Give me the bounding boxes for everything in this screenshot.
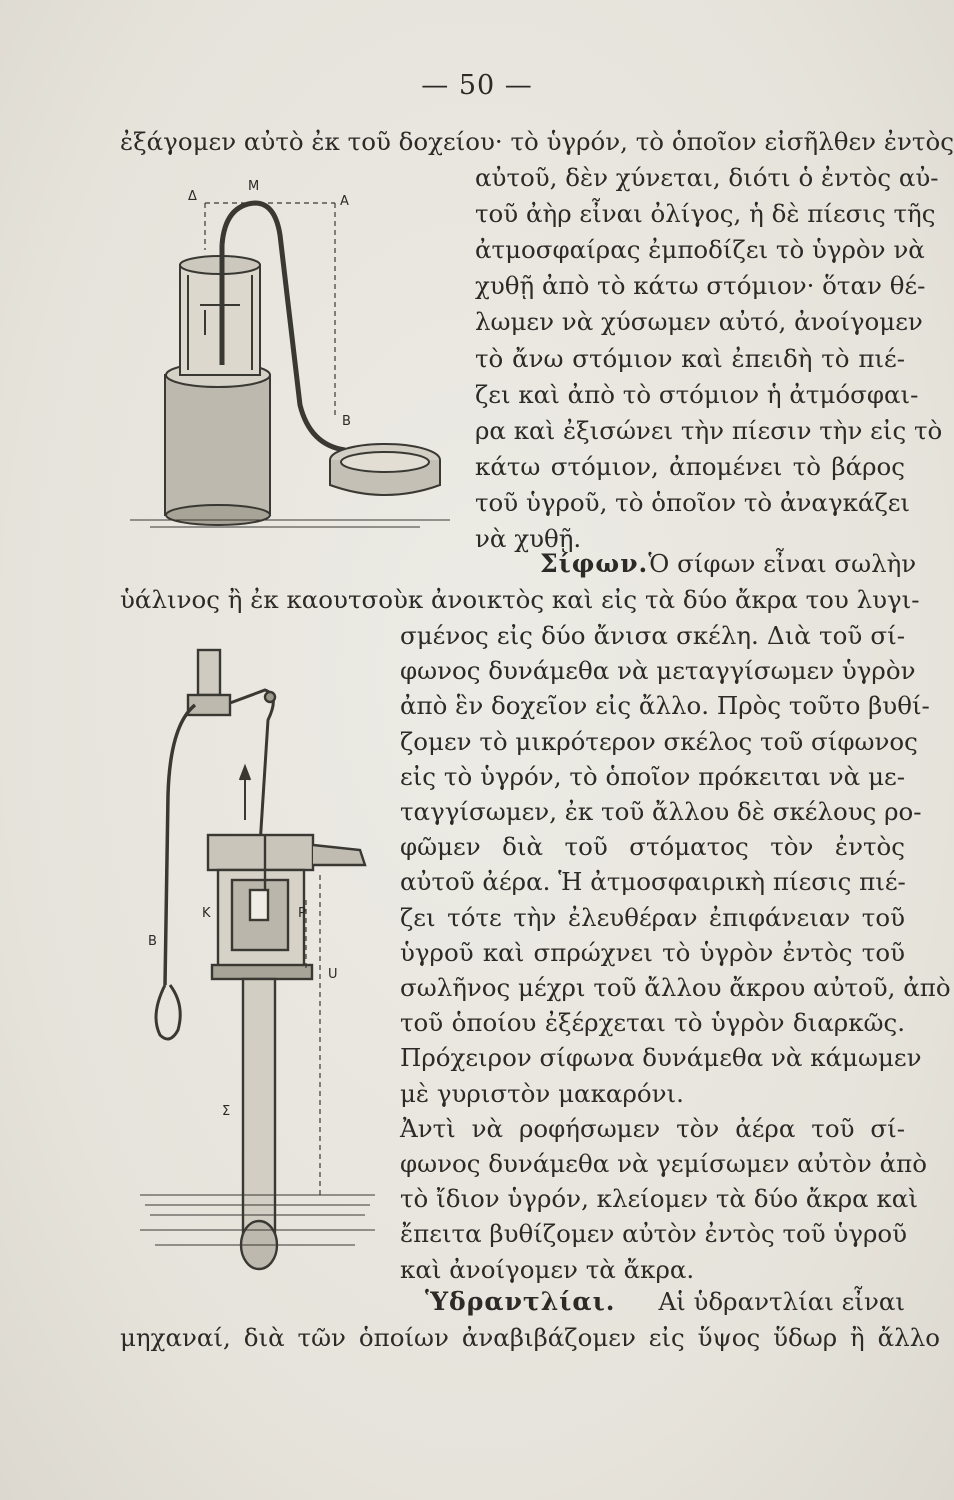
figure-bottle-siphon (130, 175, 460, 545)
fig2-label-p: Ρ (298, 906, 306, 921)
text-line: ἀπὸ ἓν δοχεῖον εἰς ἄλλο. Πρὸς τοῦτο βυθί- (400, 691, 930, 721)
fig1-label-m: Μ (248, 179, 260, 194)
text-line: ρα καὶ ἐξισώνει τὴν πίεσιν τὴν εἰς τὸ (475, 415, 943, 445)
text-line: Πρόχειρον σίφωνα δυνάμεθα νὰ κάμωμεν (400, 1043, 922, 1073)
siphon-full-line: ὑάλινος ἢ ἐκ καουτσοὺκ ἀνοικτὸς καὶ εἰς τὰ δύο ἄκρα του λυγι- (120, 585, 920, 614)
text-line: νὰ χυθῇ. (475, 524, 582, 553)
text-line: αὐτοῦ, δὲν χύνεται, διότι ὁ ἐντὸς αὐ- (475, 163, 939, 192)
pump-first-line: Αἱ ὑδραντλίαι εἶναι (658, 1287, 905, 1316)
text-line: ζει καὶ ἀπὸ τὸ στόμιον ἡ ἀτμόσφαι- (475, 379, 919, 409)
fig1-label-delta: Δ (188, 189, 197, 204)
siphon-heading-line (540, 548, 917, 580)
text-line: καὶ ἀνοίγομεν τὰ ἄκρα. (400, 1254, 695, 1284)
text-line: ζει τότε τὴν ἐλευθέραν ἐπιφάνειαν τοῦ (400, 902, 905, 932)
text-line: ταγγίσωμεν, ἐκ τοῦ ἄλλου δὲ σκέλους ρο- (400, 797, 922, 826)
text-line: τὸ ἄνω στόμιον καὶ ἐπειδὴ τὸ πιέ- (475, 343, 905, 373)
text-line: ἔπειτα βυθίζομεν αὐτὸν ἐντὸς τοῦ ὑγροῦ (400, 1219, 908, 1249)
text-line: σμένος εἰς δύο ἄνισα σκέλη. Διὰ τοῦ σί- (400, 621, 905, 650)
fig2-label-b: Β (148, 934, 157, 949)
text-line: εἰς τὸ ὑγρόν, τὸ ὁποῖον πρόκειται νὰ με- (400, 761, 905, 791)
text-line: ὑγροῦ καὶ σπρώχνει τὸ ὑγρὸν ἐντὸς τοῦ (400, 937, 905, 967)
text-line: τοῦ ὑγροῦ, τὸ ὁποῖον τὸ ἀναγκάζει (475, 487, 911, 517)
text-line: αὐτοῦ ἀέρα. Ἡ ἀτμοσφαιρικὴ πίεσις πιέ- (400, 867, 906, 897)
text-line: φωνος δυνάμεθα νὰ γεμίσωμεν αὐτὸν ἀπὸ (400, 1149, 927, 1178)
fig1-label-a: Α (340, 194, 349, 209)
fig2-label-u: U (328, 967, 338, 982)
page-number: — 50 — (421, 70, 533, 101)
siphon-heading: Σίφων. (540, 549, 649, 578)
siphon-first-line: Ὁ σίφων εἶναι σωλὴν (648, 549, 917, 578)
fig2-label-k: Κ (202, 906, 211, 921)
text-line: τοῦ ἀὴρ εἶναι ὀλίγος, ἡ δὲ πίεσις τῆς (475, 199, 936, 229)
text-line: φωνος δυνάμεθα νὰ μεταγγίσωμεν ὑγρὸν (400, 656, 916, 686)
pump-heading: Ὑδραντλίαι. (425, 1287, 616, 1316)
text-line: χυθῇ ἀπὸ τὸ κάτω στόμιον· ὅταν θέ- (475, 271, 926, 301)
figure-hand-pump (140, 645, 390, 1295)
text-line: τὸ ἴδιον ὑγρόν, κλείομεν τὰ δύο ἄκρα καὶ (400, 1184, 918, 1214)
pump-heading-line (425, 1286, 905, 1318)
last-line: μηχαναί, διὰ τῶν ὁποίων ἀναβιβάζομεν εἰς ὕψος ὕδωρ ἢ ἄλλο (120, 1323, 940, 1352)
text-line: ζομεν τὸ μικρότερον σκέλος τοῦ σίφωνος (400, 726, 918, 756)
text-line: σωλῆνος μέχρι τοῦ ἄλλου ἄκρου αὐτοῦ, ἀπὸ (400, 973, 951, 1002)
text-line: φῶμεν διὰ τοῦ στόματος τὸν ἐντὸς (400, 832, 905, 862)
fig2-label-sigma: Σ (222, 1104, 231, 1119)
text-line-top: ἐξάγομεν αὐτὸ ἐκ τοῦ δοχείου· τὸ ὑγρόν, τὸ ὁποῖον εἰσῆλθεν ἐντὸς (120, 127, 954, 156)
text-line: ἀτμοσφαίρας ἐμποδίζει τὸ ὑγρὸν νὰ (475, 235, 925, 265)
text-line: τοῦ ὁποίου ἐξέρχεται τὸ ὑγρὸν διαρκῶς. (400, 1008, 905, 1038)
fig1-label-b: Β (342, 414, 351, 429)
text-line: κάτω στόμιον, ἀπομένει τὸ βάρος (475, 451, 905, 481)
text-line: Ἀντὶ νὰ ροφήσωμεν τὸν ἀέρα τοῦ σί- (400, 1113, 905, 1143)
text-line: λωμεν νὰ χύσωμεν αὐτό, ἀνοίγομεν (475, 307, 923, 337)
text-line: μὲ γυριστὸν μακαρόνι. (400, 1078, 684, 1108)
